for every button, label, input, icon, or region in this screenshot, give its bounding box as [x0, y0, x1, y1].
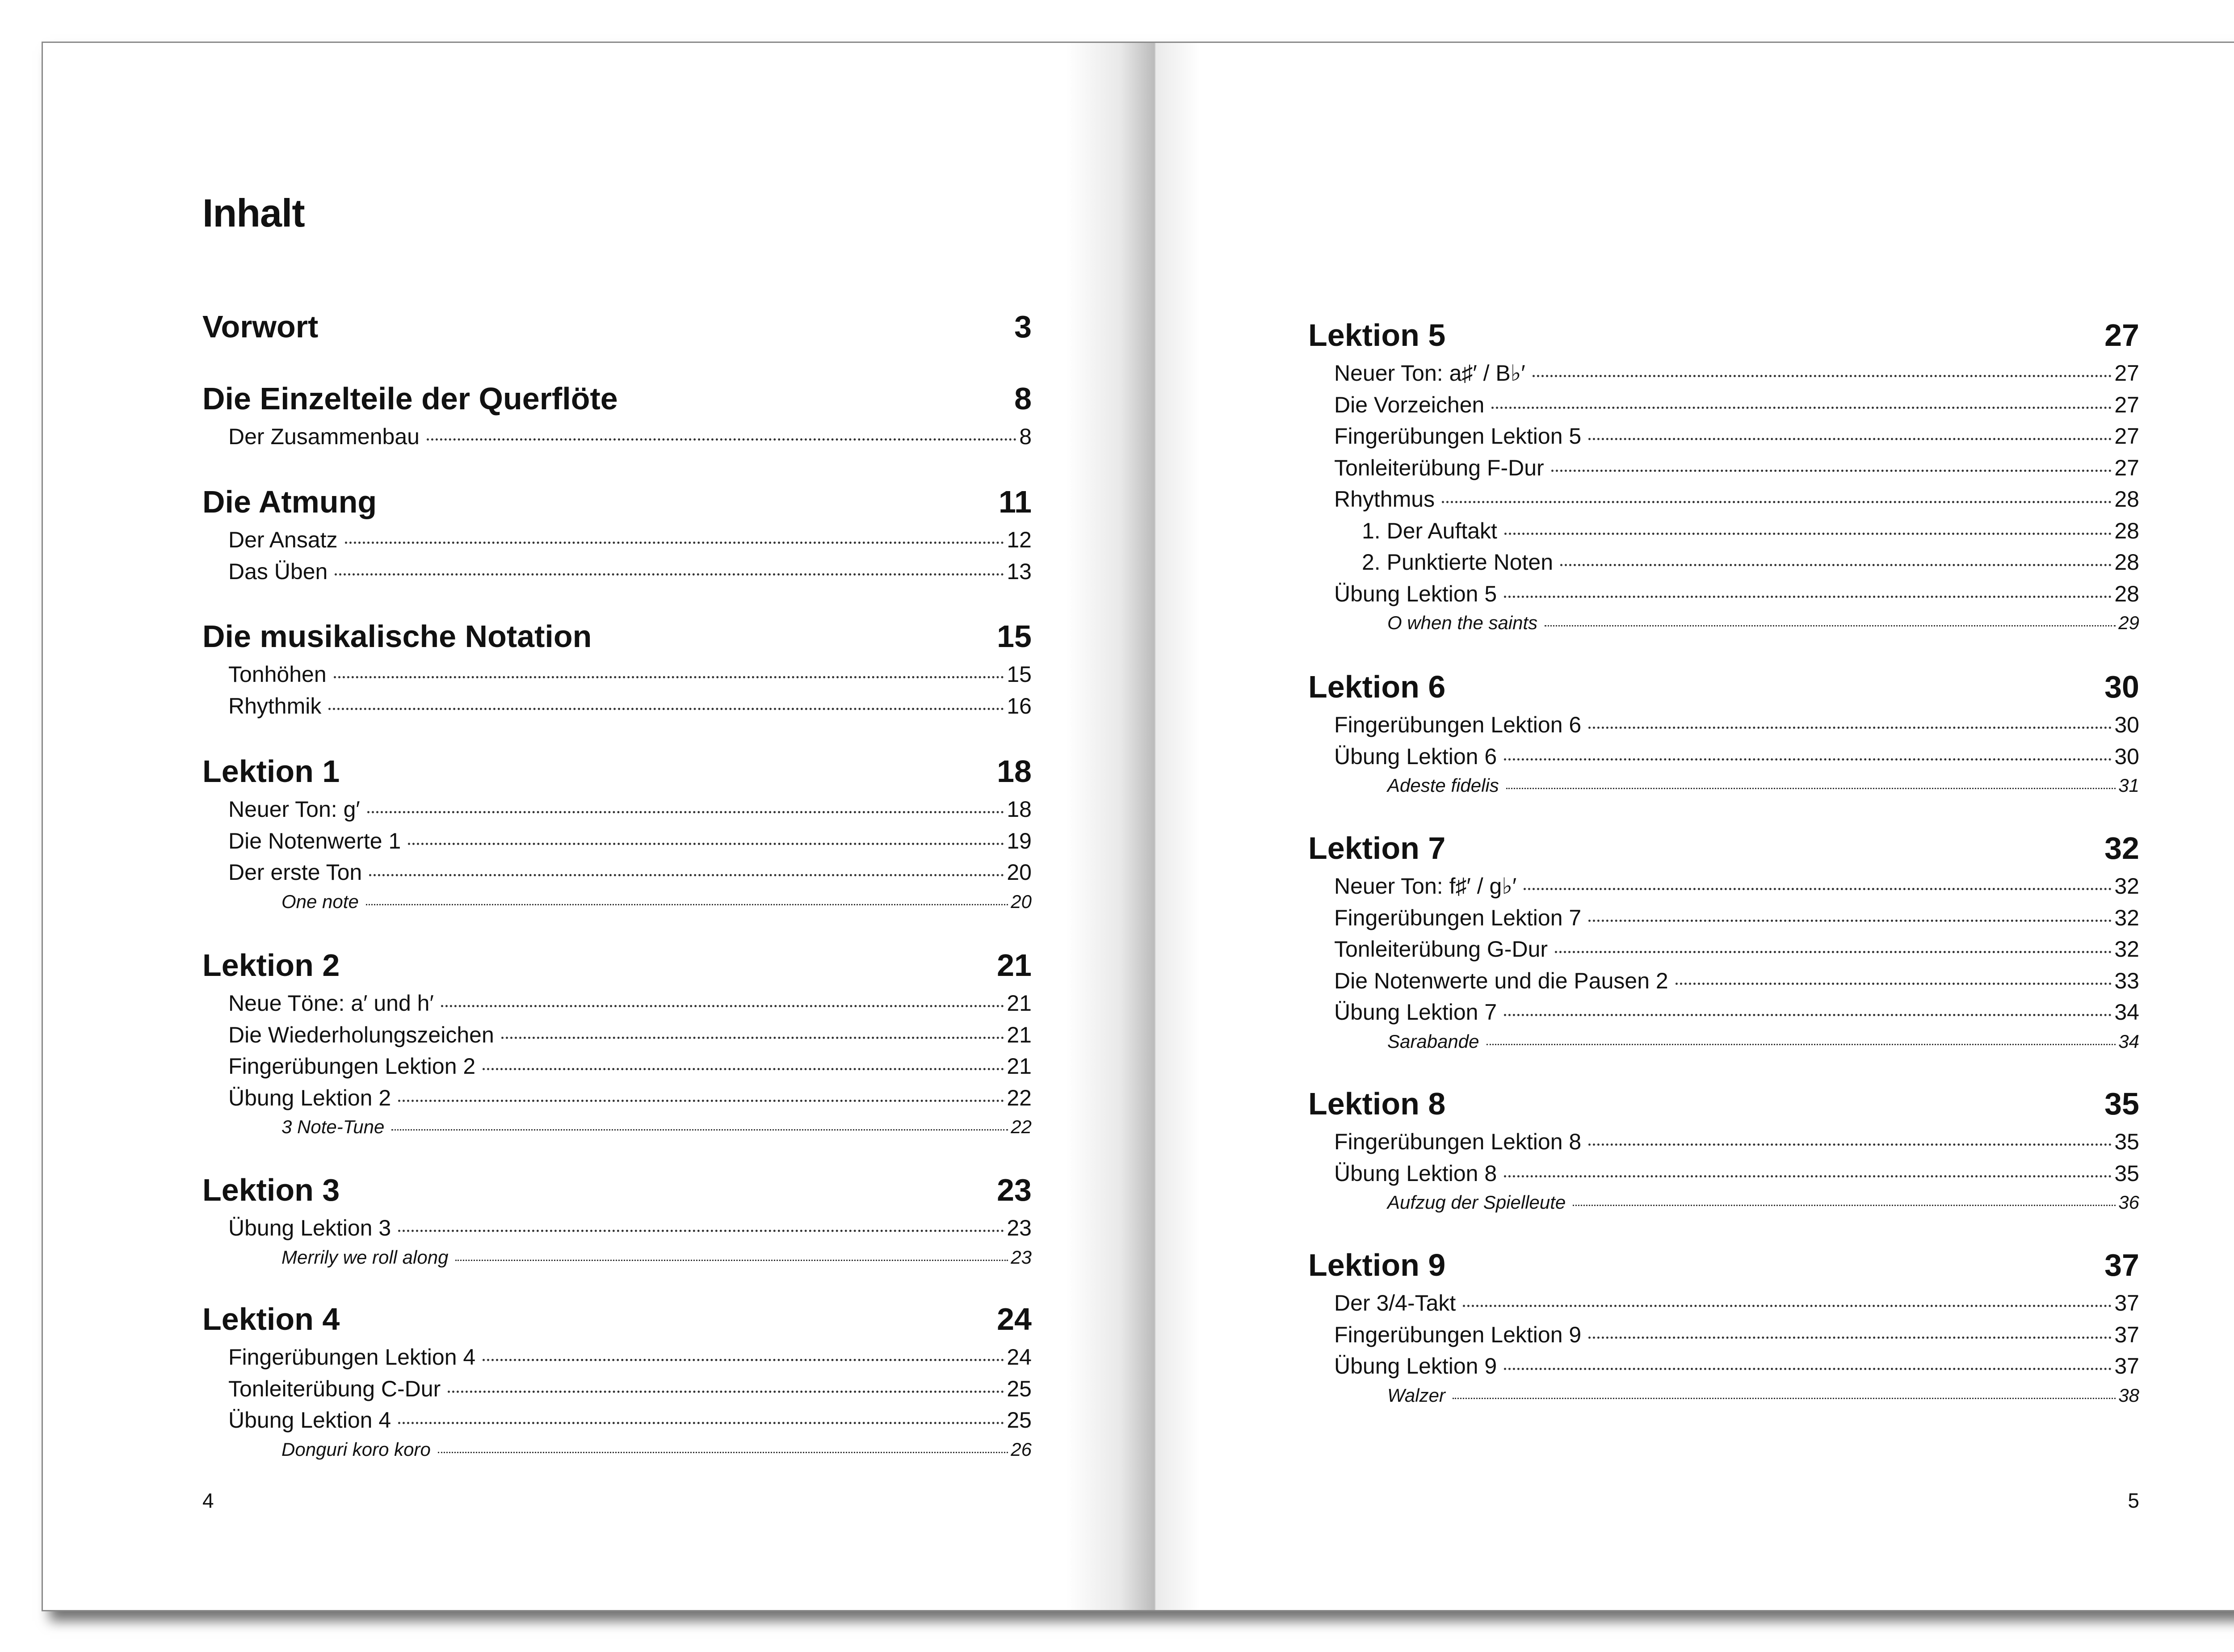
entry-label: Donguri koro koro: [281, 1438, 431, 1460]
entry-label: Tonleiterübung G-Dur: [1334, 937, 1548, 962]
page-number-right: 5: [2128, 1489, 2139, 1512]
chapter-page: 21: [997, 948, 1032, 983]
dot-leader: [427, 438, 1016, 441]
dot-leader: [391, 1129, 1008, 1131]
dot-leader: [441, 1005, 1004, 1007]
chapter-title: Die musikalische Notation: [202, 619, 592, 654]
dot-leader: [398, 1230, 1004, 1232]
toc-entry[interactable]: [202, 1341, 1032, 1373]
dot-leader: [1551, 470, 2112, 472]
dot-leader: [438, 1452, 1008, 1453]
entry-page: 13: [1007, 559, 1032, 584]
toc-entry[interactable]: [1308, 483, 2139, 515]
dot-leader: [1487, 1044, 2116, 1045]
entry-page: 31: [2118, 775, 2139, 796]
toc-entry[interactable]: [1308, 1158, 2139, 1190]
toc-chapter-lektion-9[interactable]: [1308, 1243, 2139, 1409]
chapter-page: 35: [2104, 1086, 2139, 1121]
entry-page: 35: [2114, 1129, 2139, 1154]
entry-page: 26: [1011, 1438, 1032, 1460]
chapter-page: 24: [997, 1302, 1032, 1337]
entry-page: 23: [1007, 1215, 1032, 1240]
toc-entry[interactable]: [1308, 933, 2139, 965]
entry-label: Übung Lektion 7: [1334, 1000, 1497, 1025]
chapter-title: Lektion 9: [1308, 1248, 1446, 1282]
dot-leader: [345, 542, 1004, 544]
toc-entry[interactable]: [1308, 357, 2139, 389]
dot-leader: [1588, 438, 2112, 440]
dot-leader: [448, 1391, 1004, 1393]
entry-label: Fingerübungen Lektion 6: [1334, 712, 1582, 737]
toc-entry-tune[interactable]: [1308, 1189, 2139, 1216]
toc-entry[interactable]: [202, 1373, 1032, 1405]
dot-leader: [1504, 1368, 2112, 1370]
toc-entry-tune[interactable]: [1308, 772, 2139, 799]
chapter-title: Lektion 5: [1308, 318, 1446, 353]
entry-label: Der Zusammenbau: [228, 424, 420, 449]
dot-leader: [398, 1422, 1004, 1424]
chapter-heading: [202, 304, 1032, 349]
entry-label: Tonhöhen: [228, 662, 327, 687]
chapter-heading: [202, 614, 1032, 659]
entry-label: O when the saints: [1387, 612, 1538, 633]
entry-label: 2. Punktierte Noten: [1362, 550, 1554, 575]
toc-entry[interactable]: [202, 1082, 1032, 1114]
entry-label: Fingerübungen Lektion 9: [1334, 1322, 1582, 1347]
chapter-heading: [1308, 664, 2139, 709]
entry-label: Merrily we roll along: [281, 1246, 449, 1268]
toc-chapter-einzelteile[interactable]: [202, 376, 1032, 453]
entry-page: 23: [1011, 1246, 1032, 1268]
entry-page: 30: [2114, 744, 2139, 769]
entry-label: Der erste Ton: [228, 860, 362, 885]
toc-entry-tune[interactable]: [1308, 1382, 2139, 1409]
entry-label: Fingerübungen Lektion 8: [1334, 1129, 1582, 1154]
page-number-left: 4: [202, 1489, 214, 1512]
toc-chapter-lektion-4[interactable]: [202, 1297, 1032, 1463]
book-gutter-shadow: [1066, 43, 1200, 1610]
toc-entry[interactable]: [1308, 902, 2139, 934]
chapter-title: Lektion 2: [202, 948, 340, 983]
entry-label: Rhythmik: [228, 693, 322, 719]
entry-page: 37: [2114, 1354, 2139, 1379]
entry-label: Der Ansatz: [228, 527, 338, 552]
entry-page: 25: [1007, 1408, 1032, 1433]
dot-leader: [335, 573, 1004, 576]
entry-page: 29: [2118, 612, 2139, 633]
dot-leader: [366, 904, 1008, 905]
entry-label: 3 Note-Tune: [281, 1116, 385, 1137]
entry-page: 32: [2114, 937, 2139, 962]
dot-leader: [1588, 727, 2112, 729]
toc-entry[interactable]: [202, 524, 1032, 556]
chapter-page: 15: [997, 619, 1032, 654]
dot-leader: [483, 1068, 1004, 1070]
dot-leader: [1588, 1337, 2112, 1339]
entry-page: 32: [2114, 905, 2139, 930]
dot-leader: [1504, 1014, 2112, 1016]
dot-leader: [1524, 888, 2112, 890]
entry-page: 19: [1007, 828, 1032, 853]
entry-page: 37: [2114, 1322, 2139, 1347]
entry-label: Sarabande: [1387, 1030, 1479, 1052]
entry-label: Rhythmus: [1334, 487, 1435, 512]
chapter-page: 8: [1014, 381, 1032, 416]
chapter-heading: [1308, 1081, 2139, 1126]
entry-page: 20: [1007, 860, 1032, 885]
entry-page: 34: [2114, 1000, 2139, 1025]
entry-page: 16: [1007, 693, 1032, 719]
chapter-page: 11: [999, 484, 1032, 519]
dot-leader: [328, 708, 1004, 710]
toc-chapter-lektion-2[interactable]: [202, 943, 1032, 1140]
entry-page: 28: [2114, 487, 2139, 512]
entry-page: 24: [1007, 1345, 1032, 1370]
entry-page: 21: [1007, 1054, 1032, 1079]
dot-leader: [483, 1359, 1004, 1361]
entry-page: 38: [2118, 1384, 2139, 1406]
chapter-page: 3: [1014, 309, 1032, 344]
entry-label: Neuer Ton: f♯′ / g♭′: [1334, 874, 1517, 899]
toc-entry[interactable]: [1308, 965, 2139, 997]
entry-page: 37: [2114, 1290, 2139, 1316]
toc-entry-sub[interactable]: [1308, 515, 2139, 547]
toc-title: Inhalt: [202, 191, 305, 235]
chapter-page: 18: [997, 754, 1032, 789]
toc-entry[interactable]: [1308, 420, 2139, 452]
chapter-title: Lektion 1: [202, 754, 340, 789]
dot-leader: [1588, 920, 2112, 922]
chapter-title: Lektion 6: [1308, 669, 1446, 704]
entry-page: 8: [1019, 424, 1032, 449]
entry-label: Fingerübungen Lektion 7: [1334, 905, 1582, 930]
entry-label: Die Notenwerte 1: [228, 828, 401, 853]
entry-page: 27: [2114, 361, 2139, 386]
toc-entry-tune[interactable]: [1308, 610, 2139, 636]
toc-chapter-lektion-3[interactable]: [202, 1168, 1032, 1271]
entry-page: 36: [2118, 1192, 2139, 1213]
dot-leader: [1504, 533, 2112, 535]
toc-entry-tune[interactable]: [202, 888, 1032, 915]
entry-label: Übung Lektion 9: [1334, 1354, 1497, 1379]
dot-leader: [1545, 625, 2116, 626]
dot-leader: [1560, 564, 2112, 566]
toc-entry[interactable]: [1308, 870, 2139, 902]
toc-entry[interactable]: [1308, 1350, 2139, 1382]
entry-label: Die Notenwerte und die Pausen 2: [1334, 968, 1668, 993]
chapter-heading: [202, 479, 1032, 524]
dot-leader: [1491, 407, 2112, 409]
entry-label: Fingerübungen Lektion 4: [228, 1345, 476, 1370]
entry-page: 25: [1007, 1376, 1032, 1401]
toc-entry[interactable]: [202, 1051, 1032, 1082]
entry-label: Die Wiederholungszeichen: [228, 1022, 494, 1047]
dot-leader: [1676, 983, 2112, 985]
toc-entry[interactable]: [1308, 1126, 2139, 1158]
toc-chapter-lektion-1[interactable]: [202, 749, 1032, 915]
entry-page: 33: [2114, 968, 2139, 993]
chapter-page: 30: [2104, 669, 2139, 704]
entry-label: One note: [281, 891, 359, 912]
chapter-title: Lektion 4: [202, 1302, 340, 1337]
chapter-page: 32: [2104, 831, 2139, 866]
toc-entry[interactable]: [202, 1019, 1032, 1051]
entry-page: 21: [1007, 1022, 1032, 1047]
dot-leader: [367, 811, 1004, 813]
dot-leader: [1504, 596, 2112, 598]
entry-page: 21: [1007, 991, 1032, 1016]
entry-label: Übung Lektion 6: [1334, 744, 1497, 769]
entry-label: Neue Töne: a′ und h′: [228, 991, 434, 1016]
chapter-page: 27: [2104, 318, 2139, 353]
toc-entry[interactable]: [1308, 1319, 2139, 1351]
chapter-title: Vorwort: [202, 309, 319, 344]
toc-entry-tune[interactable]: [202, 1114, 1032, 1140]
entry-label: Neuer Ton: a♯′ / B♭′: [1334, 361, 1525, 386]
toc-entry[interactable]: [202, 556, 1032, 588]
toc-entry[interactable]: [202, 659, 1032, 690]
toc-chapter-atmung[interactable]: [202, 479, 1032, 587]
entry-label: Neuer Ton: g′: [228, 797, 360, 822]
entry-label: Walzer: [1387, 1384, 1445, 1406]
dot-leader: [1533, 375, 2112, 377]
chapter-heading: [202, 1297, 1032, 1341]
chapter-title: Lektion 8: [1308, 1086, 1446, 1121]
toc-entry[interactable]: [202, 988, 1032, 1019]
entry-page: 12: [1007, 527, 1032, 552]
dot-leader: [1463, 1305, 2112, 1307]
entry-page: 20: [1011, 891, 1032, 912]
dot-leader: [398, 1100, 1004, 1102]
entry-page: 30: [2114, 712, 2139, 737]
toc-entry[interactable]: [1308, 996, 2139, 1028]
entry-label: Der 3/4-Takt: [1334, 1290, 1456, 1316]
toc-entry[interactable]: [202, 1404, 1032, 1436]
toc-entry[interactable]: [1308, 1287, 2139, 1319]
dot-leader: [1555, 951, 2112, 953]
dot-leader: [1442, 501, 2112, 503]
entry-label: Fingerübungen Lektion 5: [1334, 424, 1582, 449]
toc-entry[interactable]: [1308, 709, 2139, 741]
toc-entry-sub[interactable]: [1308, 546, 2139, 578]
entry-page: 32: [2114, 874, 2139, 899]
dot-leader: [1506, 788, 2116, 789]
toc-chapter-notation[interactable]: [202, 614, 1032, 722]
chapter-heading: [1308, 313, 2139, 357]
entry-page: 28: [2114, 581, 2139, 606]
entry-page: 27: [2114, 392, 2139, 417]
entry-label: Die Vorzeichen: [1334, 392, 1485, 417]
toc-entry[interactable]: [1308, 741, 2139, 773]
toc-chapter-lektion-6[interactable]: [1308, 664, 2139, 799]
chapter-title: Die Atmung: [202, 484, 377, 519]
entry-page: 35: [2114, 1160, 2139, 1186]
dot-leader: [1453, 1398, 2116, 1399]
entry-page: 15: [1007, 662, 1032, 687]
dot-leader: [1504, 1175, 2112, 1177]
entry-page: 28: [2114, 518, 2139, 543]
entry-label: Adeste fidelis: [1387, 775, 1499, 796]
toc-entry[interactable]: [202, 690, 1032, 722]
entry-label: 1. Der Auftakt: [1362, 518, 1497, 543]
chapter-heading: [1308, 1243, 2139, 1287]
toc-entry-tune[interactable]: [202, 1244, 1032, 1271]
entry-label: Übung Lektion 2: [228, 1085, 391, 1110]
toc-entry[interactable]: [202, 857, 1032, 888]
chapter-heading: [202, 943, 1032, 988]
dot-leader: [501, 1037, 1004, 1039]
dot-leader: [1573, 1205, 2116, 1206]
toc-chapter-vorwort[interactable]: [202, 304, 1032, 349]
chapter-heading: [202, 749, 1032, 794]
chapter-heading: [1308, 826, 2139, 870]
toc-entry[interactable]: [202, 825, 1032, 857]
toc-entry-tune[interactable]: [1308, 1028, 2139, 1055]
toc-entry[interactable]: [202, 1212, 1032, 1244]
entry-page: 28: [2114, 550, 2139, 575]
entry-page: 34: [2118, 1030, 2139, 1052]
chapter-title: Lektion 3: [202, 1173, 340, 1207]
toc-chapter-lektion-5[interactable]: [1308, 313, 2139, 636]
entry-label: Übung Lektion 5: [1334, 581, 1497, 606]
open-book: [42, 42, 2234, 1611]
toc-entry[interactable]: [1308, 578, 2139, 610]
chapter-page: 37: [2104, 1248, 2139, 1282]
dot-leader: [1504, 758, 2112, 761]
entry-label: Übung Lektion 4: [228, 1408, 391, 1433]
entry-page: 27: [2114, 455, 2139, 480]
chapter-title: Die Einzelteile der Querflöte: [202, 381, 618, 416]
entry-label: Das Üben: [228, 559, 328, 584]
chapter-heading: [202, 1168, 1032, 1212]
entry-label: Aufzug der Spielleute: [1387, 1192, 1566, 1213]
toc-entry[interactable]: [1308, 389, 2139, 421]
toc-entry-tune[interactable]: [202, 1436, 1032, 1463]
dot-leader: [1588, 1143, 2112, 1146]
chapter-page: 23: [997, 1173, 1032, 1207]
entry-label: Übung Lektion 8: [1334, 1160, 1497, 1186]
entry-label: Tonleiterübung F-Dur: [1334, 455, 1544, 480]
toc-entry[interactable]: [202, 794, 1032, 825]
entry-page: 22: [1011, 1116, 1032, 1137]
chapter-heading: [202, 376, 1032, 421]
toc-chapter-lektion-7[interactable]: [1308, 826, 2139, 1055]
entry-label: Tonleiterübung C-Dur: [228, 1376, 441, 1401]
toc-chapter-lektion-8[interactable]: [1308, 1081, 2139, 1216]
dot-leader: [408, 843, 1004, 845]
dot-leader: [455, 1260, 1008, 1261]
dot-leader: [334, 676, 1004, 678]
toc-entry[interactable]: [202, 421, 1032, 453]
toc-entry[interactable]: [1308, 452, 2139, 484]
entry-page: 18: [1007, 797, 1032, 822]
entry-label: Fingerübungen Lektion 2: [228, 1054, 476, 1079]
entry-page: 22: [1007, 1085, 1032, 1110]
entry-page: 27: [2114, 424, 2139, 449]
dot-leader: [369, 874, 1004, 876]
entry-label: Übung Lektion 3: [228, 1215, 391, 1240]
chapter-title: Lektion 7: [1308, 831, 1446, 866]
